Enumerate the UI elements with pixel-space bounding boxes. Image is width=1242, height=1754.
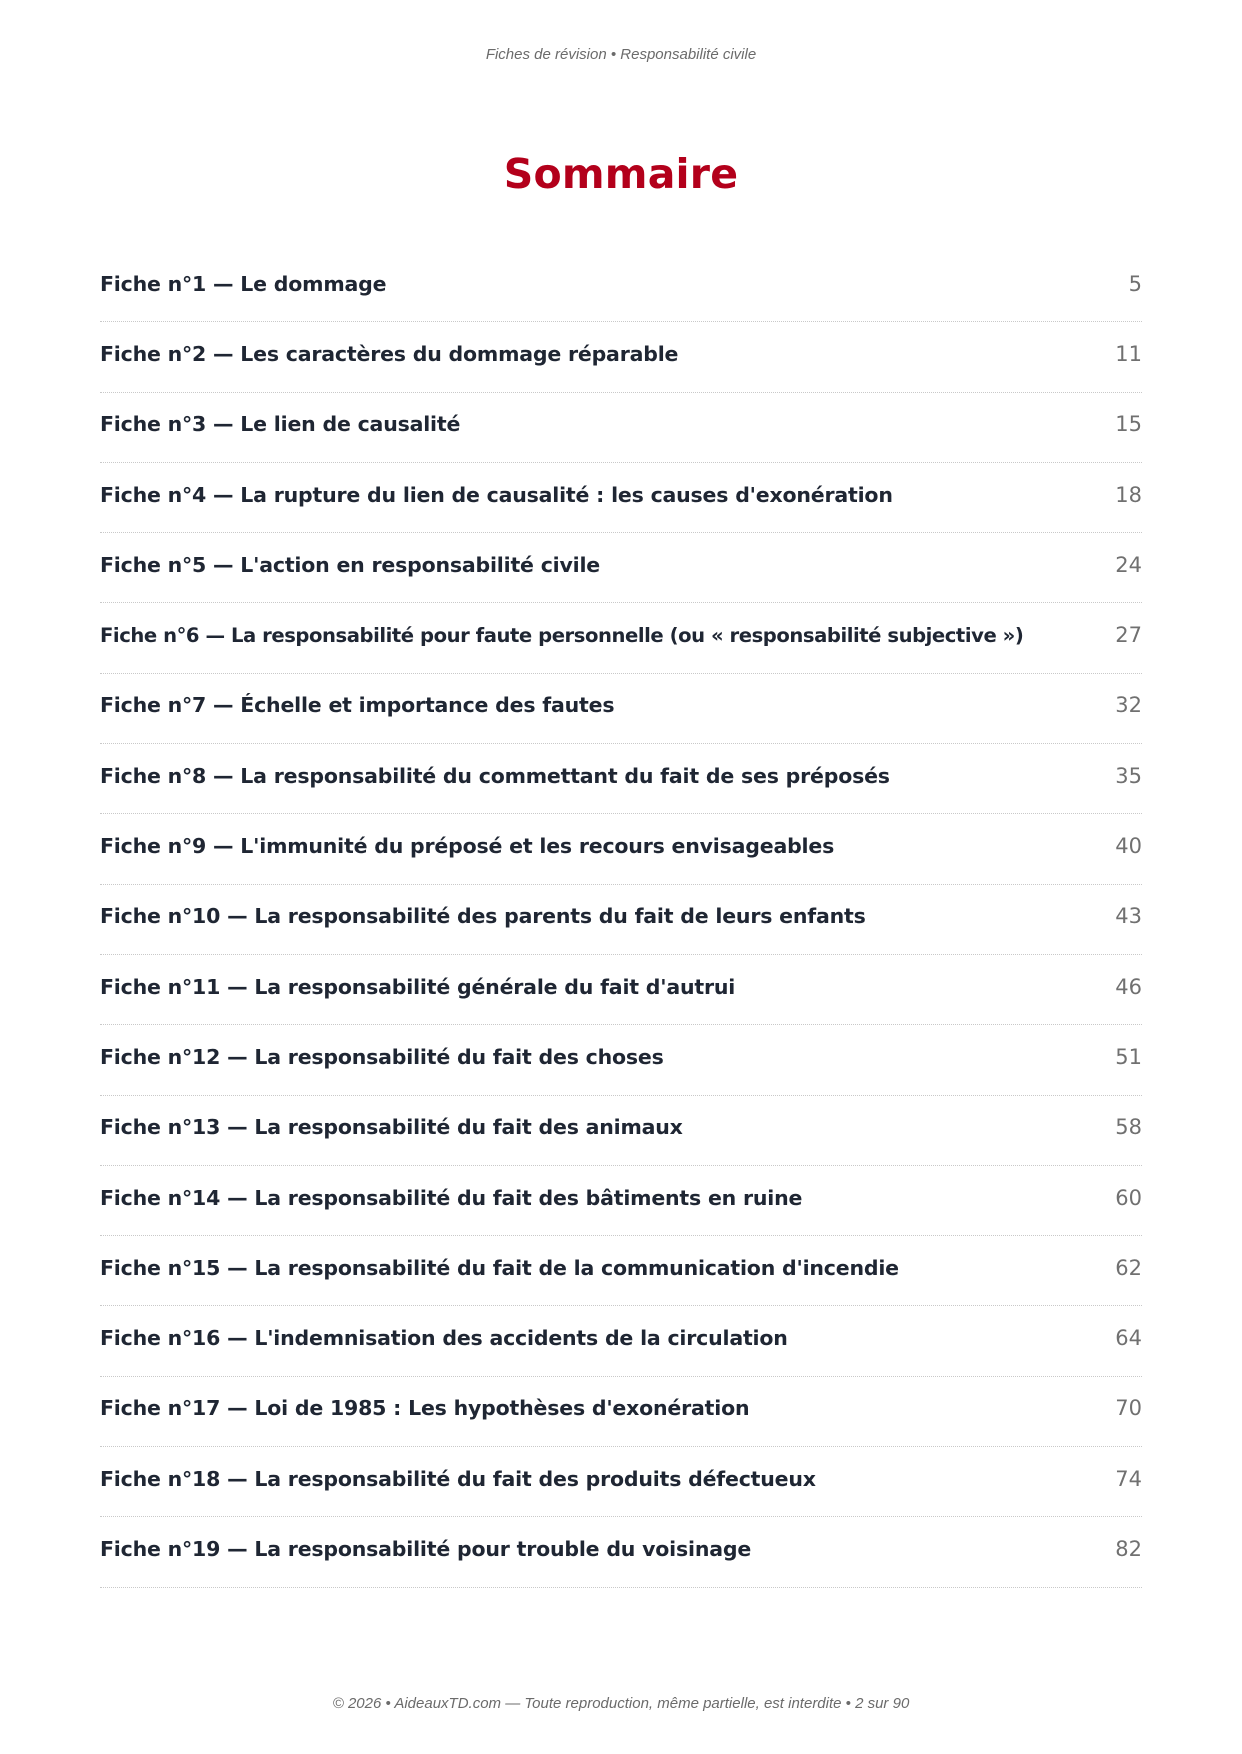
toc-entry-14[interactable] xyxy=(100,1166,1142,1236)
toc-entry-1[interactable] xyxy=(100,252,1142,322)
toc-entry-16[interactable] xyxy=(100,1306,1142,1376)
toc-entry-label: Fiche n°2 — Les caractères du dommage réparable xyxy=(100,341,679,366)
page-title: Sommaire xyxy=(503,150,739,198)
toc-entry-page: 58 xyxy=(1115,1115,1142,1140)
toc-entry-page: 51 xyxy=(1115,1044,1142,1069)
toc-entry-label: Fiche n°1 — Le dommage xyxy=(100,271,387,296)
toc-entry-page: 35 xyxy=(1115,763,1142,788)
toc-entry-label: Fiche n°7 — Échelle et importance des fautes xyxy=(100,693,615,718)
toc-entry-page: 64 xyxy=(1115,1326,1142,1351)
toc-entry-page: 18 xyxy=(1115,482,1142,507)
toc-entry-label: Fiche n°11 — La responsabilité générale du fait d'autrui xyxy=(100,974,736,999)
toc-entry-3[interactable] xyxy=(100,393,1142,463)
toc-entry-label: Fiche n°5 — L'action en responsabilité civile xyxy=(100,552,600,577)
toc-entry-page: 74 xyxy=(1115,1466,1142,1491)
toc-entry-label: Fiche n°3 — Le lien de causalité xyxy=(100,412,461,437)
toc-entry-page: 40 xyxy=(1115,834,1142,859)
toc-entry-page: 70 xyxy=(1115,1396,1142,1421)
toc-entry-page: 62 xyxy=(1115,1255,1142,1280)
toc-entry-page: 43 xyxy=(1115,904,1142,929)
toc-entry-page: 11 xyxy=(1115,341,1142,366)
toc-entry-4[interactable] xyxy=(100,463,1142,533)
toc-entry-label: Fiche n°18 — La responsabilité du fait des produits défectueux xyxy=(100,1466,816,1491)
toc-entry-13[interactable] xyxy=(100,1096,1142,1166)
toc-entry-11[interactable] xyxy=(100,955,1142,1025)
toc-entry-label: Fiche n°14 — La responsabilité du fait des bâtiments en ruine xyxy=(100,1185,803,1210)
toc-entry-page: 24 xyxy=(1115,552,1142,577)
toc-entry-label: Fiche n°19 — La responsabilité pour trouble du voisinage xyxy=(100,1536,752,1561)
toc-entry-18[interactable] xyxy=(100,1447,1142,1517)
toc-entry-12[interactable] xyxy=(100,1025,1142,1095)
toc-entry-label: Fiche n°12 — La responsabilité du fait des choses xyxy=(100,1044,664,1069)
toc-entry-label: Fiche n°8 — La responsabilité du commettant du fait de ses préposés xyxy=(100,763,890,788)
toc-entry-15[interactable] xyxy=(100,1236,1142,1306)
table-of-contents xyxy=(100,252,1142,1588)
toc-entry-label: Fiche n°9 — L'immunité du préposé et les recours envisageables xyxy=(100,834,835,859)
running-header: Fiches de révision • Responsabilité civile xyxy=(485,46,757,63)
toc-entry-label: Fiche n°4 — La rupture du lien de causalité : les causes d'exonération xyxy=(100,482,893,507)
toc-entry-page: 32 xyxy=(1115,693,1142,718)
toc-entry-9[interactable] xyxy=(100,814,1142,884)
toc-entry-5[interactable] xyxy=(100,533,1142,603)
toc-entry-page: 82 xyxy=(1115,1536,1142,1561)
toc-entry-7[interactable] xyxy=(100,674,1142,744)
toc-entry-page: 5 xyxy=(1128,271,1142,296)
toc-entry-2[interactable] xyxy=(100,322,1142,392)
toc-entry-page: 60 xyxy=(1115,1185,1142,1210)
running-footer: © 2026 • AideauxTD.com — Toute reproduction, même partielle, est interdite • 2 sur 90 xyxy=(332,1695,910,1712)
toc-entry-8[interactable] xyxy=(100,744,1142,814)
toc-entry-label: Fiche n°16 — L'indemnisation des accidents de la circulation xyxy=(100,1326,788,1351)
toc-entry-page: 15 xyxy=(1115,412,1142,437)
toc-entry-label: Fiche n°17 — Loi de 1985 : Les hypothèses d'exonération xyxy=(100,1396,750,1421)
toc-entry-label: Fiche n°15 — La responsabilité du fait de la communication d'incendie xyxy=(100,1255,899,1280)
toc-entry-10[interactable] xyxy=(100,885,1142,955)
toc-entry-label: Fiche n°10 — La responsabilité des parents du fait de leurs enfants xyxy=(100,904,866,929)
toc-entry-17[interactable] xyxy=(100,1377,1142,1447)
toc-entry-label: Fiche n°13 — La responsabilité du fait des animaux xyxy=(100,1115,683,1140)
toc-entry-6[interactable] xyxy=(100,603,1142,673)
toc-entry-page: 46 xyxy=(1115,974,1142,999)
toc-entry-page: 27 xyxy=(1115,623,1142,648)
toc-entry-label: Fiche n°6 — La responsabilité pour faute personnelle (ou « responsabilité subjective ») xyxy=(100,623,1024,647)
toc-entry-19[interactable] xyxy=(100,1517,1142,1587)
